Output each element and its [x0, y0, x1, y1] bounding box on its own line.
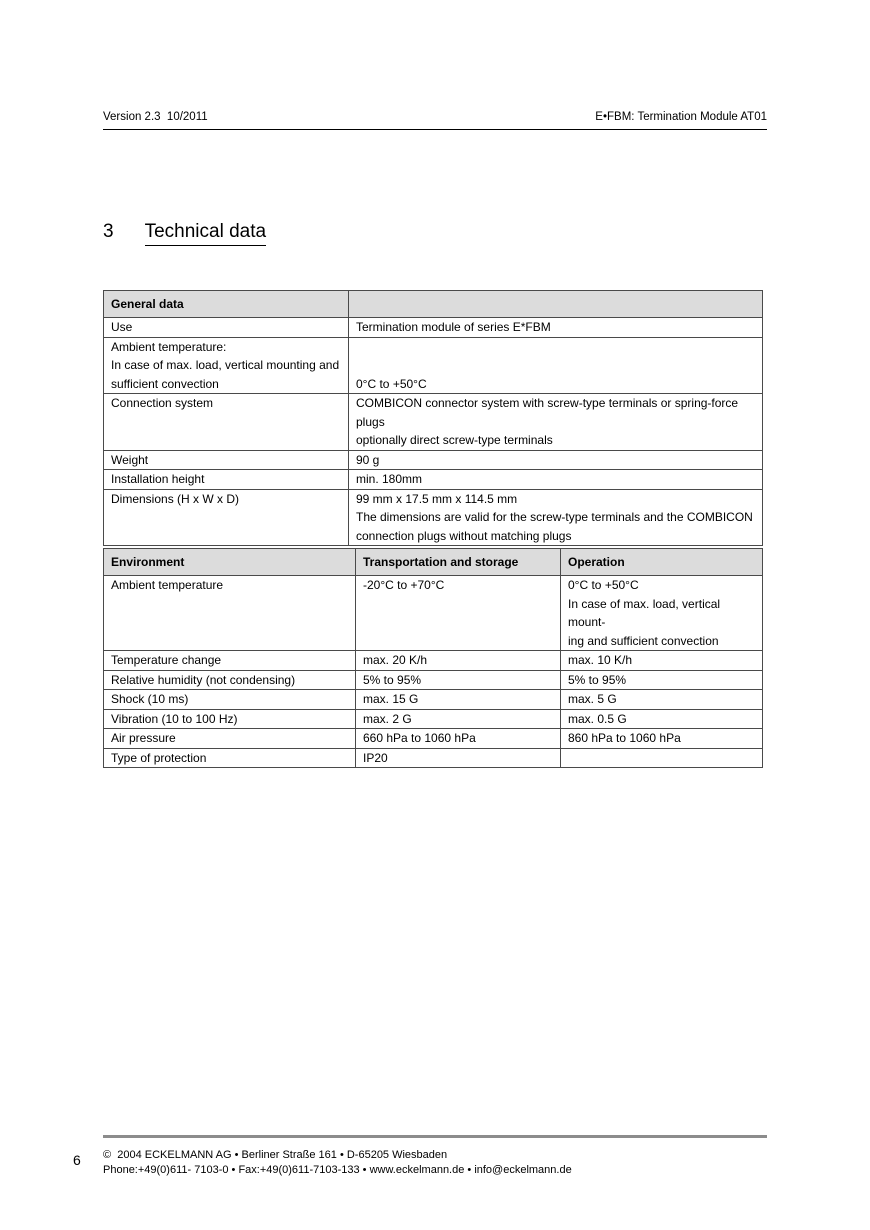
table-cell: Use: [104, 318, 349, 338]
table-cell: Ambient temperature: In case of max. load, vertical mounting and sufficient convection: [104, 337, 349, 394]
table-cell: Ambient temperature: [104, 576, 356, 651]
table-row: [104, 729, 763, 749]
table-cell: max. 15 G: [356, 690, 561, 710]
footer-rule: [103, 1135, 767, 1138]
table-row: [104, 489, 763, 546]
section-number: 3: [103, 221, 114, 242]
table-cell: Relative humidity (not condensing): [104, 670, 356, 690]
table-cell: Temperature change: [104, 651, 356, 671]
footer-address-line: © 2004 ECKELMANN AG • Berliner Straße 161 • D-65205 Wiesbaden: [103, 1149, 448, 1161]
table-row: [104, 450, 763, 470]
table-cell: max. 0.5 G: [561, 709, 763, 729]
table-cell: max. 10 K/h: [561, 651, 763, 671]
header-version: Version 2.3 10/2011: [103, 111, 208, 123]
table-cell: Installation height: [104, 470, 349, 490]
environment-table: [103, 548, 763, 768]
header-rule: [103, 129, 767, 130]
table-cell: 860 hPa to 1060 hPa: [561, 729, 763, 749]
table-row: [104, 576, 763, 651]
page-title: [103, 221, 266, 246]
table-cell: Air pressure: [104, 729, 356, 749]
table-cell: COMBICON connector system with screw-type terminals or spring-force plugs optionally direct screw-type terminals: [349, 394, 763, 451]
table-row: [104, 651, 763, 671]
table-cell: Type of protection: [104, 748, 356, 768]
table-cell: IP20: [356, 748, 561, 768]
table-header-cell: [349, 291, 763, 318]
table-cell: max. 5 G: [561, 690, 763, 710]
table-header-cell: Environment: [104, 549, 356, 576]
table-header-cell: Transportation and storage: [356, 549, 561, 576]
table-cell: 660 hPa to 1060 hPa: [356, 729, 561, 749]
table-row: [104, 318, 763, 338]
table-row: [104, 690, 763, 710]
table-cell: max. 20 K/h: [356, 651, 561, 671]
table-cell: min. 180mm: [349, 470, 763, 490]
table-cell: -20°C to +70°C: [356, 576, 561, 651]
table-cell: 5% to 95%: [561, 670, 763, 690]
table-row: [104, 394, 763, 451]
table-row: [104, 670, 763, 690]
table-header-cell: Operation: [561, 549, 763, 576]
table-cell: 5% to 95%: [356, 670, 561, 690]
section-title-text: Technical data: [145, 221, 266, 246]
table-header-cell: General data: [104, 291, 349, 318]
header-document-title: E•FBM: Termination Module AT01: [595, 111, 767, 123]
footer-text: [103, 1148, 572, 1178]
table-cell: 0°C to +50°C In case of max. load, vertical mount- ing and sufficient convection: [561, 576, 763, 651]
footer-contact-line: Phone:+49(0)611- 7103-0 • Fax:+49(0)611-7103-133 • www.eckelmann.de • info@eckelmann.de: [103, 1164, 572, 1176]
table-cell: Connection system: [104, 394, 349, 451]
page-header: [103, 110, 767, 124]
table-cell: Termination module of series E*FBM: [349, 318, 763, 338]
page-number: 6: [73, 1152, 81, 1168]
table-cell: 0°C to +50°C: [349, 337, 763, 394]
table-cell: [561, 748, 763, 768]
table-cell: max. 2 G: [356, 709, 561, 729]
table-header-row: [104, 549, 763, 576]
table-row: [104, 337, 763, 394]
table-header-row: [104, 291, 763, 318]
table-row: [104, 748, 763, 768]
table-cell: Weight: [104, 450, 349, 470]
table-cell: 90 g: [349, 450, 763, 470]
table-row: [104, 470, 763, 490]
table-cell: Dimensions (H x W x D): [104, 489, 349, 546]
general-data-table: [103, 290, 763, 546]
table-cell: Shock (10 ms): [104, 690, 356, 710]
table-cell: Vibration (10 to 100 Hz): [104, 709, 356, 729]
table-row: [104, 709, 763, 729]
table-cell: 99 mm x 17.5 mm x 114.5 mm The dimensions are valid for the screw-type terminals and the COMBICON connection plugs without matching plugs: [349, 489, 763, 546]
